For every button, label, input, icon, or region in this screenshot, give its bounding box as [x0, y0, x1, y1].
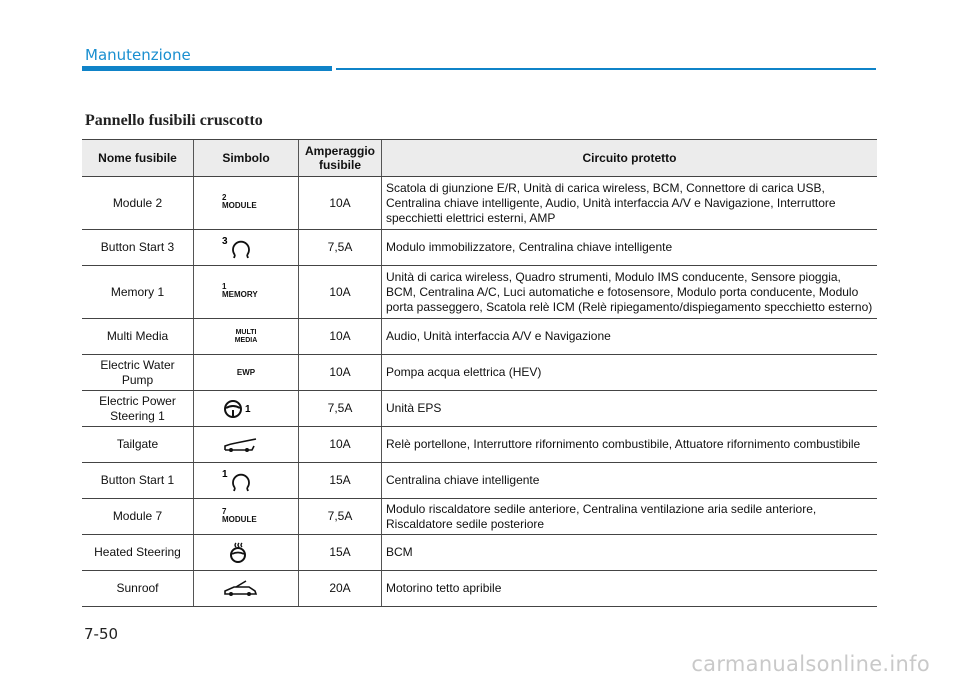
- fuse-name: Memory 1: [82, 266, 194, 319]
- fuse-symbol: [194, 463, 299, 499]
- fuse-circuit: Unità EPS: [382, 391, 878, 427]
- fuse-circuit: Audio, Unità interfaccia A/V e Navigazione: [382, 319, 878, 355]
- fuse-name: Electric Power Steering 1: [82, 391, 194, 427]
- module-symbol-icon: 7 MODULE: [222, 506, 257, 524]
- fuse-circuit: Motorino tetto apribile: [382, 571, 878, 607]
- header-rule-thick: [82, 66, 332, 71]
- ewp-symbol-icon: EWP: [236, 367, 256, 377]
- column-header-name: Nome fusibile: [82, 140, 194, 177]
- heated-steering-icon: [222, 541, 262, 565]
- memory-symbol-icon: 1 MEMORY: [222, 282, 258, 299]
- fuse-name: Button Start 3: [82, 230, 194, 266]
- page-heading: Pannello fusibili cruscotto: [85, 112, 263, 129]
- fuse-symbol: [194, 230, 299, 266]
- sunroof-icon: [222, 579, 262, 599]
- fuse-circuit: Centralina chiave intelligente: [382, 463, 878, 499]
- fuse-symbol: [194, 319, 299, 355]
- table-row: [82, 319, 877, 355]
- header-rule-thin: [336, 68, 876, 70]
- fuse-name: Heated Steering: [82, 535, 194, 571]
- table-row: [82, 391, 877, 427]
- start-button-number: 1: [222, 468, 228, 480]
- fuse-circuit: BCM: [382, 535, 878, 571]
- steering-number: 1: [245, 403, 251, 415]
- table-row: [82, 177, 877, 230]
- fuse-name: Module 2: [82, 177, 194, 230]
- table-row: [82, 463, 877, 499]
- start-button-icon: [222, 468, 256, 494]
- steering-wheel-icon: [222, 398, 262, 420]
- fuse-circuit: Scatola di giunzione E/R, Unità di carica wireless, BCM, Connettore di carica USB, Centralina chiave intelligente, Audio, Unità interfaccia A/V e Navigazione, Interruttore specchietti elettrici esterni, AMP: [382, 177, 878, 230]
- column-header-symbol: Simbolo: [194, 140, 299, 177]
- fuse-amperage: 7,5A: [299, 499, 382, 535]
- fuse-symbol: [194, 535, 299, 571]
- fuse-circuit: Pompa acqua elettrica (HEV): [382, 355, 878, 391]
- fuse-amperage: 15A: [299, 535, 382, 571]
- table-header-row: [82, 140, 877, 177]
- multimedia-symbol-icon: MULTI MEDIA: [234, 328, 258, 344]
- fuse-name: Multi Media: [82, 319, 194, 355]
- fuse-amperage: 10A: [299, 355, 382, 391]
- fuse-amperage: 10A: [299, 266, 382, 319]
- page-number: 7-50: [84, 625, 119, 643]
- table-row: [82, 427, 877, 463]
- table-row: [82, 355, 877, 391]
- fuse-table: [82, 139, 877, 607]
- column-header-circuit: Circuito protetto: [382, 140, 878, 177]
- section-title: Manutenzione: [85, 46, 191, 64]
- table-row: [82, 230, 877, 266]
- fuse-amperage: 20A: [299, 571, 382, 607]
- fuse-amperage: 10A: [299, 427, 382, 463]
- fuse-name: Module 7: [82, 499, 194, 535]
- fuse-name: Electric Water Pump: [82, 355, 194, 391]
- watermark: carmanualsonline.info: [691, 652, 930, 676]
- fuse-amperage: 7,5A: [299, 391, 382, 427]
- fuse-circuit: Modulo immobilizzatore, Centralina chiave intelligente: [382, 230, 878, 266]
- table-row: [82, 535, 877, 571]
- fuse-symbol: [194, 571, 299, 607]
- fuse-symbol: [194, 177, 299, 230]
- fuse-amperage: 7,5A: [299, 230, 382, 266]
- table-row: [82, 266, 877, 319]
- fuse-symbol: [194, 427, 299, 463]
- fuse-amperage: 15A: [299, 463, 382, 499]
- fuse-name: Tailgate: [82, 427, 194, 463]
- fuse-name: Sunroof: [82, 571, 194, 607]
- fuse-name: Button Start 1: [82, 463, 194, 499]
- fuse-circuit: Modulo riscaldatore sedile anteriore, Centralina ventilazione aria sedile anteriore, Riscaldatore sedile posteriore: [382, 499, 878, 535]
- fuse-circuit: Unità di carica wireless, Quadro strumenti, Modulo IMS conducente, Sensore pioggia, BCM, Centralina A/C, Luci automatiche e fotosensore, Modulo porta conducente, Modulo porta passeggero, Scatola relè ICM (Relè ripiegamento/dispiegamento specchietto esterno): [382, 266, 878, 319]
- module-symbol-icon: 2 MODULE: [222, 193, 257, 210]
- fuse-symbol: [194, 499, 299, 535]
- fuse-amperage: 10A: [299, 319, 382, 355]
- fuse-symbol: [194, 355, 299, 391]
- table-row: [82, 499, 877, 535]
- start-button-number: 3: [222, 235, 228, 247]
- start-button-icon: [222, 235, 256, 261]
- fuse-circuit: Relè portellone, Interruttore rifornimento combustibile, Attuatore rifornimento combustibile: [382, 427, 878, 463]
- table-row: [82, 571, 877, 607]
- column-header-amperage: Amperaggio fusibile: [299, 140, 382, 177]
- fuse-amperage: 10A: [299, 177, 382, 230]
- fuse-symbol: [194, 391, 299, 427]
- tailgate-icon: [222, 435, 262, 455]
- fuse-symbol: [194, 266, 299, 319]
